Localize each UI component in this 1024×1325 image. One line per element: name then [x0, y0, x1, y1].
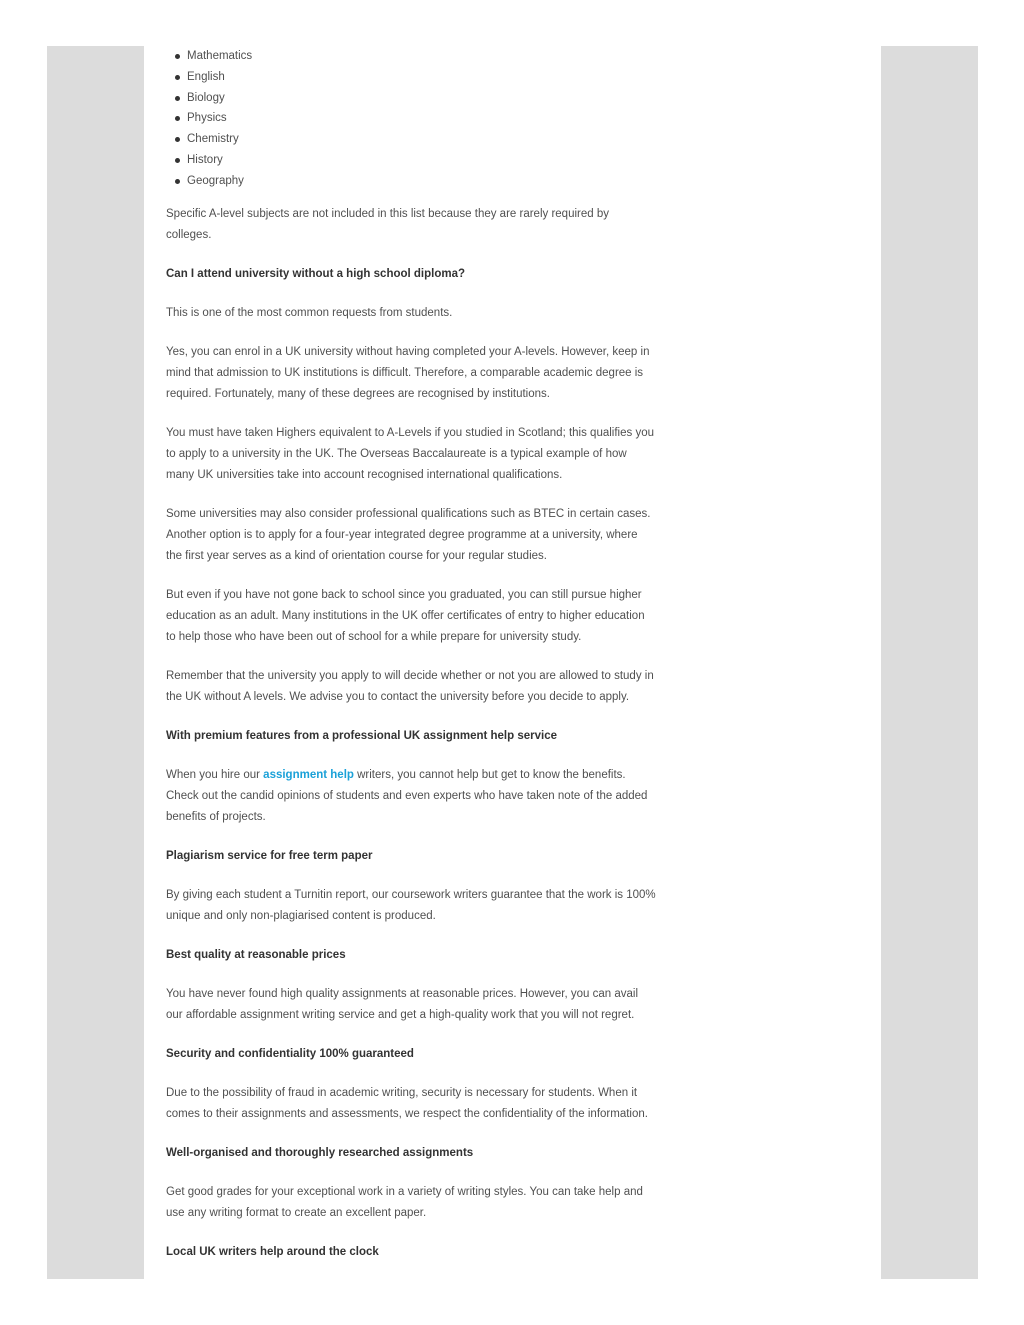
list-item: Physics — [187, 108, 656, 129]
alevel-note-paragraph: Specific A-level subjects are not included in this list because they are rarely required by colleges. — [166, 207, 609, 241]
local-writers-heading: Local UK writers help around the clock — [166, 1245, 379, 1258]
adult-education-paragraph: But even if you have not gone back to school since you graduated, you can still pursue higher education as an adult. Many institutions in the UK offer certificates of entry to higher education to help those who have been out of school for a while prepare for university study. — [166, 588, 645, 643]
assignment-help-link[interactable]: assignment help — [263, 768, 354, 781]
list-item: English — [187, 67, 656, 88]
plagiarism-heading: Plagiarism service for free term paper — [166, 849, 373, 862]
turnitin-paragraph: By giving each student a Turnitin report, our coursework writers guarantee that the work is 100% unique and only non-plagiarised content is produced. — [166, 888, 656, 922]
diploma-heading: Can I attend university without a high school diploma? — [166, 267, 466, 280]
quality-paragraph: You have never found high quality assignments at reasonable prices. However, you can avail our affordable assignment writing service and get a high-quality work that you will not regret. — [166, 987, 639, 1021]
list-item: Biology — [187, 88, 656, 109]
enrol-paragraph: Yes, you can enrol in a UK university without having completed your A-levels. However, keep in mind that admission to UK institutions is difficult. Therefore, a comparable academic degree is required. Fortunately, many of these degrees are recognised by institutions. — [166, 345, 650, 400]
right-page-gutter — [881, 46, 978, 1279]
security-paragraph: Due to the possibility of fraud in academic writing, security is necessary for students. When it comes to their assignments and assessments, we respect the confidentiality of the information. — [166, 1086, 648, 1120]
list-item: Mathematics — [187, 46, 656, 67]
left-page-gutter — [47, 46, 144, 1279]
btec-paragraph: Some universities may also consider professional qualifications such as BTEC in certain cases. Another option is to apply for a four-year integrated degree programme at a university, where the first year serves as a kind of orientation course for your regular studies. — [166, 507, 651, 562]
list-item: History — [187, 150, 656, 171]
article-body — [166, 46, 656, 1281]
remember-paragraph: Remember that the university you apply to will decide whether or not you are allowed to study in the UK without A levels. We advise you to contact the university before you decide to apply. — [166, 669, 654, 703]
quality-heading: Best quality at reasonable prices — [166, 948, 346, 961]
grades-paragraph: Get good grades for your exceptional work in a variety of writing styles. You can take help and use any writing format to create an excellent paper. — [166, 1185, 643, 1219]
hire-text-after: writers, you cannot help but get to know the benefits. Check out the candid opinions of students and even experts who have taken note of the added benefits of projects. — [166, 768, 648, 823]
subject-list — [166, 46, 656, 192]
researched-heading: Well-organised and thoroughly researched assignments — [166, 1146, 474, 1159]
hire-writers-paragraph — [166, 765, 656, 828]
scotland-paragraph: You must have taken Highers equivalent to A-Levels if you studied in Scotland; this qualifies you to apply to a university in the UK. The Overseas Baccalaureate is a typical example of how many UK universities take into account recognised international qualifications. — [166, 426, 654, 481]
security-heading: Security and confidentiality 100% guaranteed — [166, 1047, 414, 1060]
list-item: Chemistry — [187, 129, 656, 150]
list-item: Geography — [187, 171, 656, 192]
premium-features-heading: With premium features from a professional UK assignment help service — [166, 729, 557, 742]
common-request-paragraph: This is one of the most common requests from students. — [166, 306, 453, 319]
hire-text-before: When you hire our — [166, 768, 264, 781]
